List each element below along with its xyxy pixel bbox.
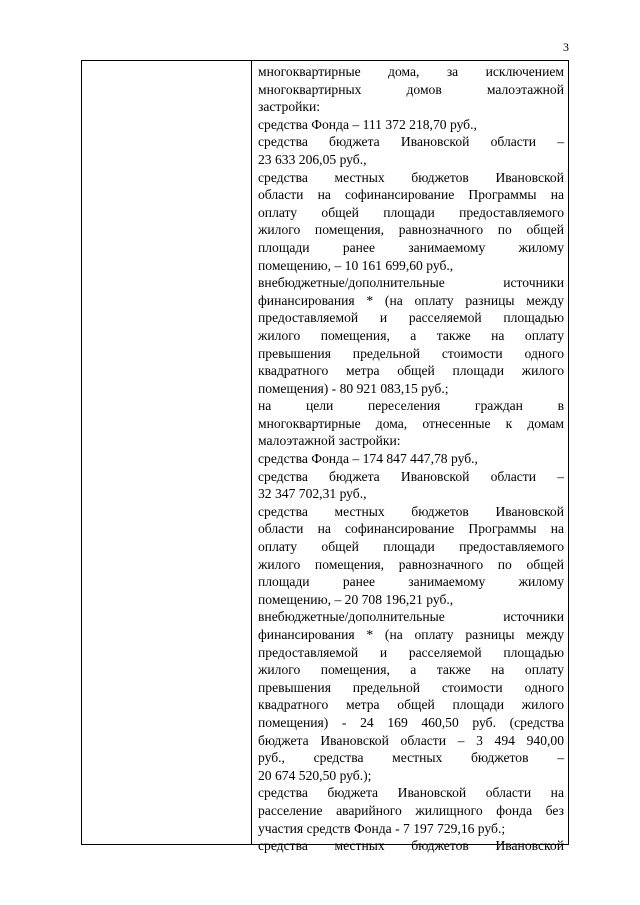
page-number: 3 (563, 40, 569, 54)
text-line: многоквартирные дома, отнесенные к домам (258, 415, 564, 431)
text-line: многоквартирных домов малоэтажной (258, 81, 564, 97)
text-line: площади ранее занимаемому жилому (258, 239, 564, 255)
text-line: финансирования * (на оплату разницы между (258, 627, 564, 642)
text-line: средства местных бюджетов Ивановской (258, 169, 564, 185)
table-left-cell (82, 61, 251, 844)
text-line: жилого помещения, а также на оплату (258, 327, 564, 343)
text-line: квадратного метра общей площади жилого (258, 363, 564, 379)
text-line: жилого помещения, равнозначного по общей (258, 556, 564, 572)
text-line: на цели переселения граждан в (258, 398, 564, 414)
text-line: средства бюджета Ивановской области – (258, 134, 564, 150)
text-line: жилого помещения, а также на оплату (258, 662, 564, 678)
text-line: бюджета Ивановской области – 3 494 940,00 (258, 732, 564, 748)
text-line: 32 347 702,31 руб., (258, 486, 367, 502)
text-line: 20 674 520,50 руб.); (258, 767, 372, 783)
text-line: внебюджетные/дополнительные источники (258, 609, 564, 625)
text-line: участия средств Фонда - 7 197 729,16 руб.; (258, 820, 506, 836)
text-line: внебюджетные/дополнительные источники (258, 275, 564, 291)
table-right-cell (258, 63, 564, 854)
text-line: оплату общей площади предоставляемого (258, 204, 564, 220)
text-line: средства местных бюджетов Ивановской (258, 503, 564, 519)
text-line: застройки: (258, 99, 321, 115)
text-line: руб., средства местных бюджетов – (258, 750, 564, 766)
text-line: превышения предельной стоимости одного (258, 679, 564, 695)
text-line: оплату общей площади предоставляемого (258, 539, 564, 555)
text-line: жилого помещения, равнозначного по общей (258, 222, 564, 238)
text-line: средства бюджета Ивановской области – (258, 468, 564, 484)
text-line: 23 633 206,05 руб., (258, 151, 367, 167)
text-line: помещению, – 20 708 196,21 руб., (258, 591, 454, 607)
text-line: помещения) - 24 169 460,50 руб. (средства (258, 714, 564, 730)
text-line: средства Фонда – 111 372 218,70 руб., (258, 116, 477, 132)
text-line: предоставляемой и расселяемой площадью (258, 310, 564, 326)
text-line: средства Фонда – 174 847 447,78 руб., (258, 451, 478, 467)
text-line: финансирования * (на оплату разницы между (258, 292, 564, 308)
text-line: превышения предельной стоимости одного (258, 345, 564, 361)
text-line: области на софинансирование Программы на (258, 521, 564, 537)
text-line: помещения) - 80 921 083,15 руб.; (258, 380, 449, 396)
document-table (81, 60, 569, 854)
text-line: площади ранее занимаемому жилому (258, 574, 564, 590)
text-line: средства бюджета Ивановской области на (258, 785, 564, 801)
text-line: малоэтажной застройки: (258, 433, 401, 449)
text-line: квадратного метра общей площади жилого (258, 697, 564, 713)
text-line: расселение аварийного жилищного фонда без (258, 802, 564, 818)
text-line: предоставляемой и расселяемой площадью (258, 644, 564, 660)
text-line: средства местных бюджетов Ивановской (258, 838, 564, 854)
text-line: области на софинансирование Программы на (258, 187, 564, 203)
column-divider (251, 61, 252, 844)
text-line: многоквартирные дома, за исключением (258, 64, 564, 79)
text-line: помещению, – 10 161 699,60 руб., (258, 257, 454, 273)
